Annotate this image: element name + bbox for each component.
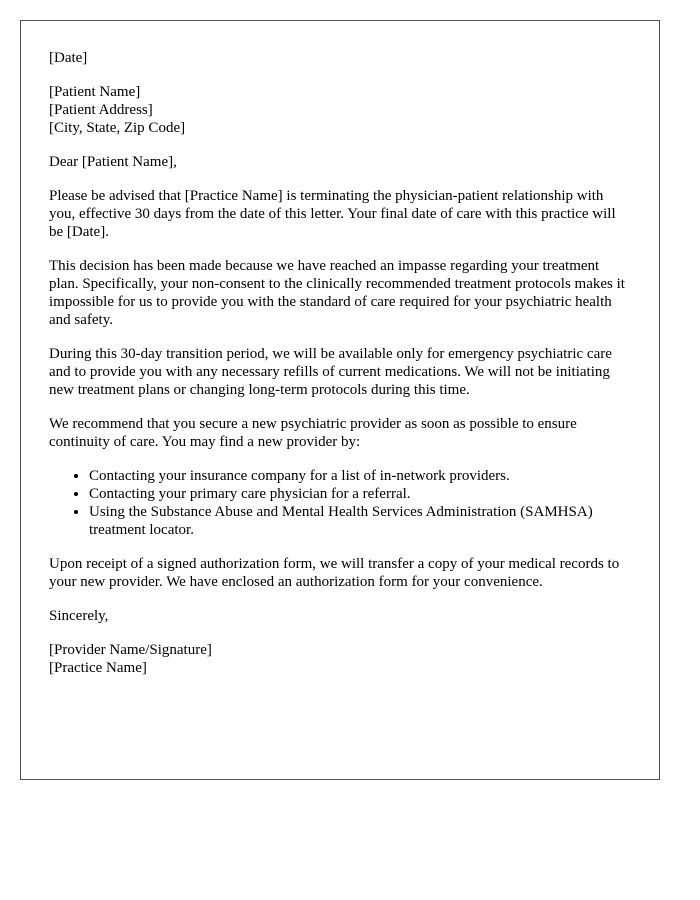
recipient-city-state-zip: [City, State, Zip Code] — [49, 120, 186, 136]
list-item: • Contacting your primary care physician for a referral. — [89, 485, 631, 503]
recipient-address: [Patient Address] — [49, 102, 153, 118]
letter-date — [49, 49, 631, 67]
recipient-address-block — [49, 83, 631, 137]
practice-name: [Practice Name] — [49, 660, 147, 676]
paragraph-termination-notice: Please be advised that [Practice Name] is terminating the physician-patient relationship with you, effective 30 days from the date of this letter. Your final date of care with this practice will be [Date]. — [49, 188, 616, 240]
list-item: • Using the Substance Abuse and Mental Health Services Administration (SAMHSA) treatment locator. — [89, 503, 631, 539]
paragraph-recommendation: We recommend that you secure a new psychiatric provider as soon as possible to ensure continuity of care. You may find a new provider by: — [49, 416, 577, 450]
list-item: • Contacting your insurance company for a list of in-network providers. — [89, 467, 631, 485]
paragraph-transition-period: During this 30-day transition period, we will be available only for emergency psychiatric care and to provide you with any necessary refills of current medications. We will not be initiating new treatment plans or changing long-term protocols during this time. — [49, 346, 612, 398]
date-text: [Date] — [49, 50, 88, 66]
letter-page — [20, 20, 660, 780]
signature-block — [49, 641, 631, 677]
provider-signature: [Provider Name/Signature] — [49, 642, 212, 658]
paragraph-reason: This decision has been made because we have reached an impasse regarding your treatment plan. Specifically, your non-consent to the clinically recommended treatment protocols makes it impossible for us to provide you with the standard of care required for your psychiatric health and safety. — [49, 258, 625, 328]
closing: Sincerely, — [49, 608, 109, 624]
salutation: Dear [Patient Name], — [49, 154, 177, 170]
provider-options-list — [49, 467, 631, 539]
recipient-name: [Patient Name] — [49, 84, 141, 100]
paragraph-medical-records: Upon receipt of a signed authorization form, we will transfer a copy of your medical records to your new provider. We have enclosed an authorization form for your convenience. — [49, 556, 620, 590]
